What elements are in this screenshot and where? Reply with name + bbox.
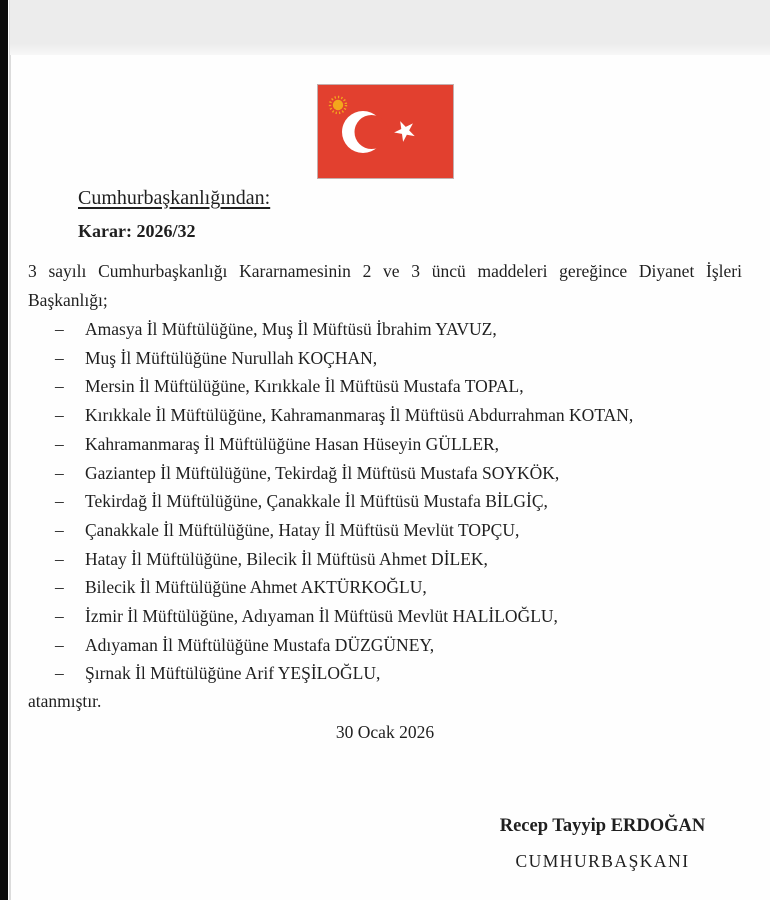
appointment-text: Şırnak İl Müftülüğüne Arif YEŞİLOĞLU, <box>85 663 381 684</box>
appointment-text: İzmir İl Müftülüğüne, Adıyaman İl Müftüsü Mevlüt HALİLOĞLU, <box>85 606 558 627</box>
list-dash: – <box>55 462 64 483</box>
appointment-item <box>28 401 742 430</box>
appointment-item <box>28 430 742 459</box>
decree-body <box>28 187 742 746</box>
appointment-item <box>28 516 742 545</box>
appointment-text: Adıyaman İl Müftülüğüne Mustafa DÜZGÜNEY, <box>85 634 435 655</box>
list-dash: – <box>55 405 64 426</box>
list-dash: – <box>55 606 64 627</box>
appointment-item <box>28 659 742 688</box>
appointment-text: Kırıkkale İl Müftülüğüne, Kahramanmaraş İl Müftüsü Abdurrahman KOTAN, <box>85 405 634 426</box>
list-dash: – <box>55 548 64 569</box>
closing-text: atanmıştır. <box>28 691 102 712</box>
appointment-text: Bilecik İl Müftülüğüne Ahmet AKTÜRKOĞLU, <box>85 577 427 598</box>
appointment-text: Gaziantep İl Müftülüğüne, Tekirdağ İl Müftüsü Mustafa SOYKÖK, <box>85 462 560 483</box>
appointment-item <box>28 315 742 344</box>
appointment-item <box>28 573 742 602</box>
appointment-item <box>28 372 742 401</box>
decision-number: Karar: 2026/32 <box>78 221 196 241</box>
document-date: 30 Ocak 2026 <box>335 722 435 743</box>
left-edge-divider <box>9 0 11 900</box>
turkish-presidential-flag-icon <box>318 85 453 178</box>
appointments-list <box>28 315 742 688</box>
signature-title: CUMHURBAŞKANI <box>515 851 690 871</box>
appointment-text: Çanakkale İl Müftülüğüne, Hatay İl Müftüsü Mevlüt TOPÇU, <box>85 519 520 540</box>
appointment-item <box>28 487 742 516</box>
appointment-item <box>28 631 742 660</box>
list-dash: – <box>55 519 64 540</box>
top-gray-band <box>10 0 770 55</box>
appointment-text: Hatay İl Müftülüğüne, Bilecik İl Müftüsü Ahmet DİLEK, <box>85 548 488 569</box>
intro-paragraph: 3 sayılı Cumhurbaşkanlığı Kararnamesinin 2 ve 3 üncü maddeleri gereğince Diyanet İşleri Başkanlığı; <box>28 261 742 310</box>
appointment-text: Tekirdağ İl Müftülüğüne, Çanakkale İl Müftüsü Mustafa BİLGİÇ, <box>85 491 548 512</box>
appointment-item <box>28 459 742 488</box>
list-dash: – <box>55 319 64 339</box>
list-dash: – <box>55 376 64 397</box>
list-dash: – <box>55 634 64 655</box>
appointment-text: Mersin İl Müftülüğüne, Kırıkkale İl Müftüsü Mustafa TOPAL, <box>85 376 524 397</box>
appointment-text: Muş İl Müftülüğüne Nurullah KOÇHAN, <box>85 347 378 368</box>
list-dash: – <box>55 663 64 684</box>
appointment-item <box>28 344 742 373</box>
appointment-text: Kahramanmaraş İl Müftülüğüne Hasan Hüseyin GÜLLER, <box>85 433 500 454</box>
list-dash: – <box>55 577 64 598</box>
appointment-item <box>28 602 742 631</box>
issuer-heading: Cumhurbaşkanlığından: <box>78 187 271 209</box>
list-dash: – <box>55 491 64 512</box>
list-dash: – <box>55 347 64 368</box>
appointment-text: Amasya İl Müftülüğüne, Muş İl Müftüsü İbrahim YAVUZ, <box>85 319 497 339</box>
list-dash: – <box>55 433 64 454</box>
left-edge-strip <box>0 0 8 900</box>
appointment-item <box>28 545 742 574</box>
signature-block <box>460 815 745 872</box>
signature-name: Recep Tayyip ERDOĞAN <box>499 816 706 836</box>
